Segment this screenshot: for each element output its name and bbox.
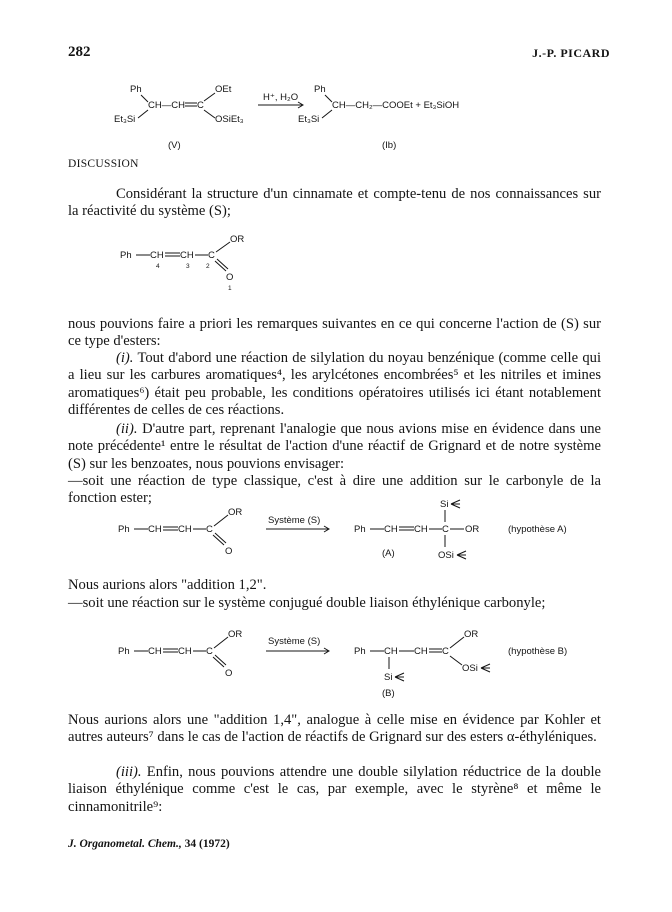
a-p-ch2: CH: [414, 524, 428, 535]
cin-c: C: [208, 250, 215, 261]
para3-label: (i).: [116, 350, 134, 366]
cinnamate-structure: [120, 232, 300, 292]
cin-ph: Ph: [120, 250, 132, 261]
cin-ch2: CH: [180, 250, 194, 261]
top-osiet3: OSiEt₃: [215, 114, 244, 125]
b-ch2: CH: [178, 646, 192, 657]
b-p-ch1: CH: [384, 646, 398, 657]
b-ch1: CH: [148, 646, 162, 657]
a-p-ch1: CH: [384, 524, 398, 535]
b-o: O: [225, 668, 233, 679]
paragraph-6: Nous aurions alors "addition 1,2".: [68, 577, 267, 593]
top-label-v: (V): [168, 140, 181, 151]
cin-n2: 2: [206, 263, 210, 270]
para4-text: D'autre part, reprenant l'analogie que nous avions mise en évidence dans une note précédente¹ entre le résultat de l'action d'une réactif de Grignard et de notre système (S) sur les benzoates, nous pouvions envisager:: [68, 421, 601, 472]
a-o: O: [225, 546, 233, 557]
cin-o: O: [226, 272, 234, 283]
b-c: C: [206, 646, 213, 657]
a-label: (A): [382, 548, 395, 559]
cin-n4: 4: [156, 263, 160, 270]
para9-label: (iii).: [116, 764, 142, 780]
b-label: (B): [382, 688, 395, 699]
b-or: OR: [228, 629, 243, 640]
footer-journal: J. Organometal. Chem.,: [68, 838, 182, 850]
top-ph: Ph: [130, 84, 142, 95]
a-ch1: CH: [148, 524, 162, 535]
scheme-a: [118, 498, 618, 570]
a-p-c: C: [442, 524, 449, 535]
cin-n1: 1: [228, 285, 232, 292]
b-p-si: Si: [384, 672, 393, 683]
top-prod-ph: Ph: [314, 84, 326, 95]
cin-n3: 3: [186, 263, 190, 270]
footer-volume: 34: [184, 838, 197, 850]
page-number: 282: [68, 44, 91, 60]
top-prod-chain: CH—CH₂—COOEt + Et₃SiOH: [332, 100, 460, 111]
top-prod-et3si: Et₃Si: [298, 114, 320, 125]
b-p-or: OR: [464, 629, 479, 640]
top-et3si: Et₃Si: [114, 114, 136, 125]
para9-text: Enfin, nous pouvions attendre une double silylation réductrice de la double liaison éthylénique comme c'est le cas, par exemple, avec le styrène⁸ et même le cinnamonitrile⁹:: [68, 764, 601, 815]
footer-citation: [68, 838, 230, 850]
b-p-ph: Ph: [354, 646, 366, 657]
a-p-si: Si: [440, 499, 449, 510]
para3-text: Tout d'abord une réaction de silylation du noyau benzénique (comme celle qui a lieu sur les carbures aromatiques⁴, les arylcétones encombrées⁵ et les nitriles et imines aromatiques⁶) était peu probable, les conditions opératoires utilisés ici étant notablement différentes de celles de ces réactions.: [68, 350, 601, 418]
b-p-ch2: CH: [414, 646, 428, 657]
cin-or: OR: [230, 234, 245, 245]
scheme-b: [118, 620, 618, 700]
a-c: C: [206, 524, 213, 535]
a-p-ph: Ph: [354, 524, 366, 535]
top-oet: OEt: [215, 84, 232, 95]
b-ph: Ph: [118, 646, 130, 657]
a-or: OR: [228, 507, 243, 518]
a-ch2: CH: [178, 524, 192, 535]
paragraph-5: —soit une réaction de type classique, c'est à dire une addition sur le carbonyle de la fonction ester;: [68, 473, 601, 507]
paragraph-3: [68, 350, 601, 419]
paragraph-8: Nous aurions alors une "addition 1,4", analogue à celle mise en évidence par Kohler et autres auteurs⁷ dans le cas de l'action de réactifs de Grignard sur des esters α-éthyléniques.: [68, 712, 601, 746]
b-p-osi: OSi: [462, 663, 478, 674]
a-arrow-label: Système (S): [268, 515, 321, 526]
top-arrow-label: H⁺, H₂O: [263, 92, 299, 103]
paragraph-1: Considérant la structure d'un cinnamate et compte-tenu de nos connaissances sur la réactivité du système (S);: [68, 186, 601, 220]
b-arrow-label: Système (S): [268, 636, 321, 647]
section-title: DISCUSSION: [68, 158, 139, 170]
top-chain: CH—CH: [148, 100, 185, 111]
b-p-c: C: [442, 646, 449, 657]
top-c: C: [197, 100, 204, 111]
a-p-or: OR: [465, 524, 480, 535]
scheme-top: [100, 80, 520, 165]
running-head: J.-P. PICARD: [532, 46, 610, 60]
top-label-ib: (Ib): [382, 140, 397, 151]
paragraph-9: [68, 764, 601, 816]
paragraph-4: [68, 421, 601, 473]
cin-ch1: CH: [150, 250, 164, 261]
a-ph: Ph: [118, 524, 130, 535]
para4-label: (ii).: [116, 421, 138, 437]
b-hypothesis: (hypothèse B): [508, 646, 568, 657]
footer-year: (1972): [198, 838, 230, 850]
a-hypothesis: (hypothèse A): [508, 524, 567, 535]
paragraph-2: nous pouvions faire a priori les remarques suivantes en ce qui concerne l'action de (S) sur ce type d'esters:: [68, 316, 601, 350]
paragraph-7: —soit une réaction sur le système conjugué double liaison éthylénique carbonyle;: [68, 595, 546, 611]
a-p-osi: OSi: [438, 550, 454, 561]
